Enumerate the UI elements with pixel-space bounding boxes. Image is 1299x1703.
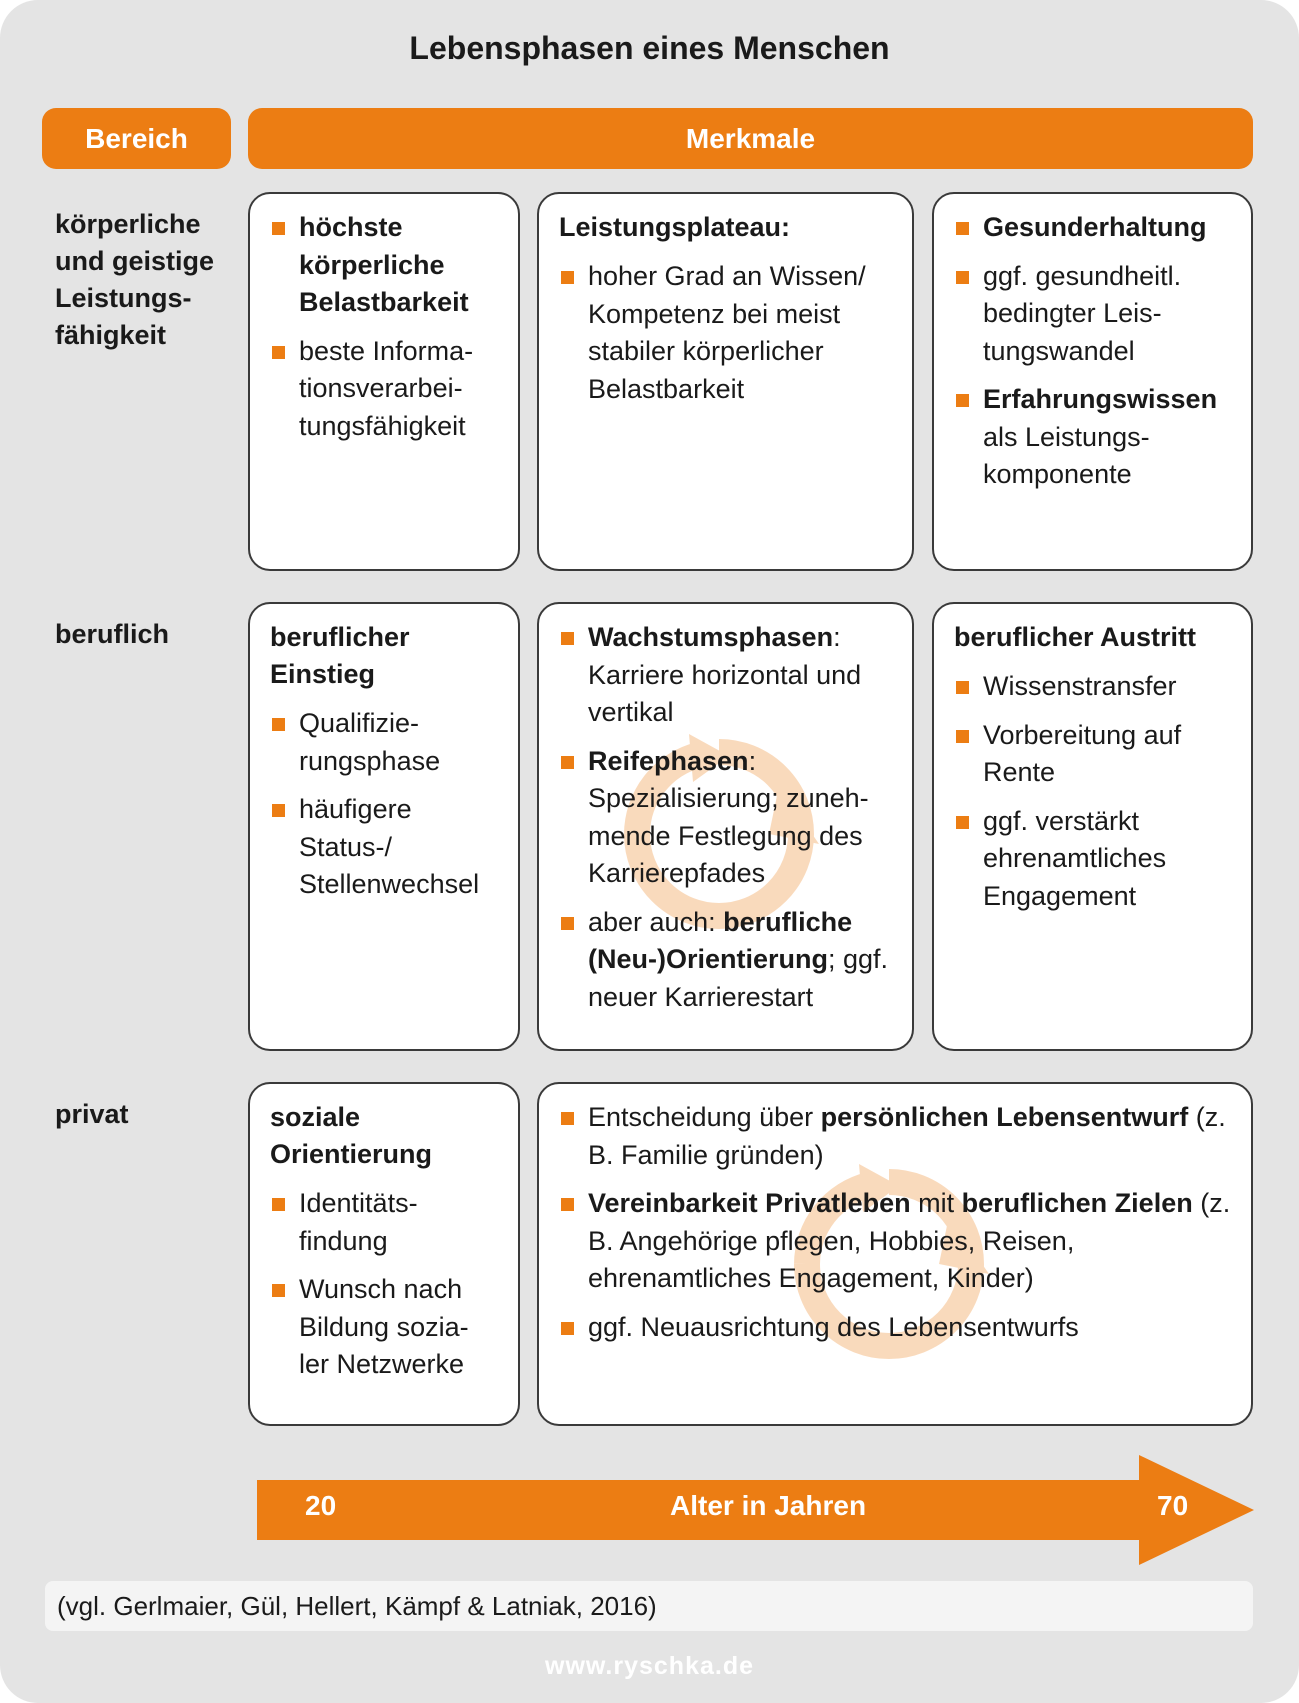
item-text: hoher Grad an Wissen/ Kompetenz bei meist stabiler körperlicher Belastbarkeit	[588, 261, 866, 404]
item-text: Entscheidung über	[588, 1102, 821, 1132]
item-text: : Spezialisierung; zuneh-mende Festlegung des Karrierepfades	[588, 745, 869, 888]
item-text: Vorbereitung auf Rente	[983, 719, 1182, 787]
item-text: Wissenstransfer	[983, 671, 1177, 701]
square-bullet-icon	[272, 1198, 285, 1211]
item-text: mit	[910, 1188, 962, 1218]
item-text: Gesunderhaltung	[983, 212, 1207, 242]
item-text: Wunsch nach Bildung sozia-ler Netzwerke	[299, 1274, 469, 1379]
item-text: Qualifizie-rungsphase	[299, 708, 441, 776]
row-label-beruflich: beruflich	[55, 619, 170, 649]
cell-privat-lebensentwurf	[537, 1082, 1253, 1426]
square-bullet-icon	[956, 816, 969, 829]
list-item	[954, 717, 1231, 792]
list-item	[559, 1185, 1231, 1298]
list-item	[954, 381, 1231, 494]
cell-privat-sozial	[248, 1082, 520, 1426]
row-label-privat: privat	[55, 1099, 129, 1129]
cell-heading: Leistungsplateau:	[559, 212, 791, 242]
item-text: höchste körperliche Belastbarkeit	[299, 212, 469, 317]
item-text: Identitäts-findung	[299, 1188, 418, 1256]
item-text: ggf. verstärkt ehrenamtliches Engagement	[983, 805, 1167, 911]
square-bullet-icon	[561, 756, 574, 769]
age-axis-label: Alter in Jahren	[670, 1490, 867, 1521]
square-bullet-icon	[561, 632, 574, 645]
square-bullet-icon	[272, 222, 285, 235]
cell-heading: soziale Orientierung	[270, 1102, 433, 1169]
cell-beruflich-austritt	[932, 602, 1253, 1051]
source-citation: (vgl. Gerlmaier, Gül, Hellert, Kämpf & Latniak, 2016)	[45, 1581, 1253, 1631]
list-item	[270, 209, 498, 322]
list-item	[559, 1309, 1231, 1347]
square-bullet-icon	[272, 346, 285, 359]
item-text-bold: persönlichen Lebensentwurf	[820, 1102, 1189, 1132]
list-item	[559, 904, 892, 1017]
header-bereich: Bereich	[42, 108, 231, 169]
list-item	[270, 333, 498, 446]
page-title: Lebensphasen eines Menschen	[409, 30, 890, 66]
item-text: (z. B. Angehörige pflegen, Hobbies, Reisen, ehrenamtliches Engagement, Kinder)	[588, 1188, 1231, 1293]
square-bullet-icon	[561, 1112, 574, 1125]
list-item	[270, 1185, 498, 1260]
list-item	[559, 619, 892, 732]
cell-leistung-jung	[248, 192, 520, 571]
square-bullet-icon	[956, 222, 969, 235]
cell-leistungsplateau	[537, 192, 914, 571]
item-text-bold: beruflichen Zielen	[961, 1188, 1193, 1218]
item-text-bold: berufliche (Neu-)Orientierung	[588, 906, 853, 974]
item-text: beste Informa-tionsverarbei-tungsfähigkeit	[299, 335, 474, 441]
square-bullet-icon	[272, 804, 285, 817]
square-bullet-icon	[956, 681, 969, 694]
item-text-bold: Wachstumsphasen	[588, 622, 834, 652]
item-text: aber auch:	[588, 906, 724, 937]
item-text: : Karriere horizontal und vertikal	[588, 622, 862, 727]
list-item	[270, 1271, 498, 1384]
square-bullet-icon	[561, 271, 574, 284]
item-text-bold: Vereinbarkeit Privatleben	[588, 1188, 911, 1218]
square-bullet-icon	[561, 1198, 574, 1211]
list-item	[954, 668, 1231, 706]
list-item	[954, 258, 1231, 371]
list-item	[954, 803, 1231, 916]
list-item	[559, 258, 892, 408]
item-text: ; ggf. neuer Karrierestart	[588, 944, 889, 1012]
cell-beruflich-einstieg	[248, 602, 520, 1051]
square-bullet-icon	[561, 1322, 574, 1335]
item-text-bold: Reifephasen	[588, 745, 749, 776]
square-bullet-icon	[956, 730, 969, 743]
item-text: häufigere Status-/ Stellenwechsel	[299, 794, 480, 899]
item-text: ggf. Neuausrichtung des Lebensentwurfs	[588, 1311, 1079, 1342]
item-text: ggf. gesundheitl. bedingter Leis-tungswandel	[983, 260, 1182, 366]
cell-leistung-alt	[932, 192, 1253, 571]
square-bullet-icon	[561, 917, 574, 930]
age-start: 20	[305, 1490, 337, 1521]
list-item	[270, 705, 498, 780]
square-bullet-icon	[272, 1284, 285, 1297]
list-item	[954, 209, 1231, 247]
list-item	[270, 791, 498, 904]
row-label-leistungsfaehigkeit: körperliche und geistige Leistungs- fähigkeit	[55, 209, 215, 350]
square-bullet-icon	[956, 394, 969, 407]
item-text: (z. B. Familie gründen)	[588, 1102, 1226, 1170]
square-bullet-icon	[272, 718, 285, 731]
footer-url: www.ryschka.de	[545, 1652, 754, 1680]
cell-heading: beruflicher Einstieg	[270, 622, 410, 689]
header-merkmale: Merkmale	[248, 108, 1253, 169]
item-text: als Leistungs-komponente	[983, 421, 1150, 489]
square-bullet-icon	[956, 271, 969, 284]
cell-beruflich-wachstum	[537, 602, 914, 1051]
list-item	[559, 743, 892, 893]
item-text-bold: Erfahrungswissen	[983, 384, 1218, 414]
cell-heading: beruflicher Austritt	[954, 622, 1197, 652]
list-item	[559, 1099, 1231, 1174]
age-end: 70	[1157, 1490, 1189, 1521]
